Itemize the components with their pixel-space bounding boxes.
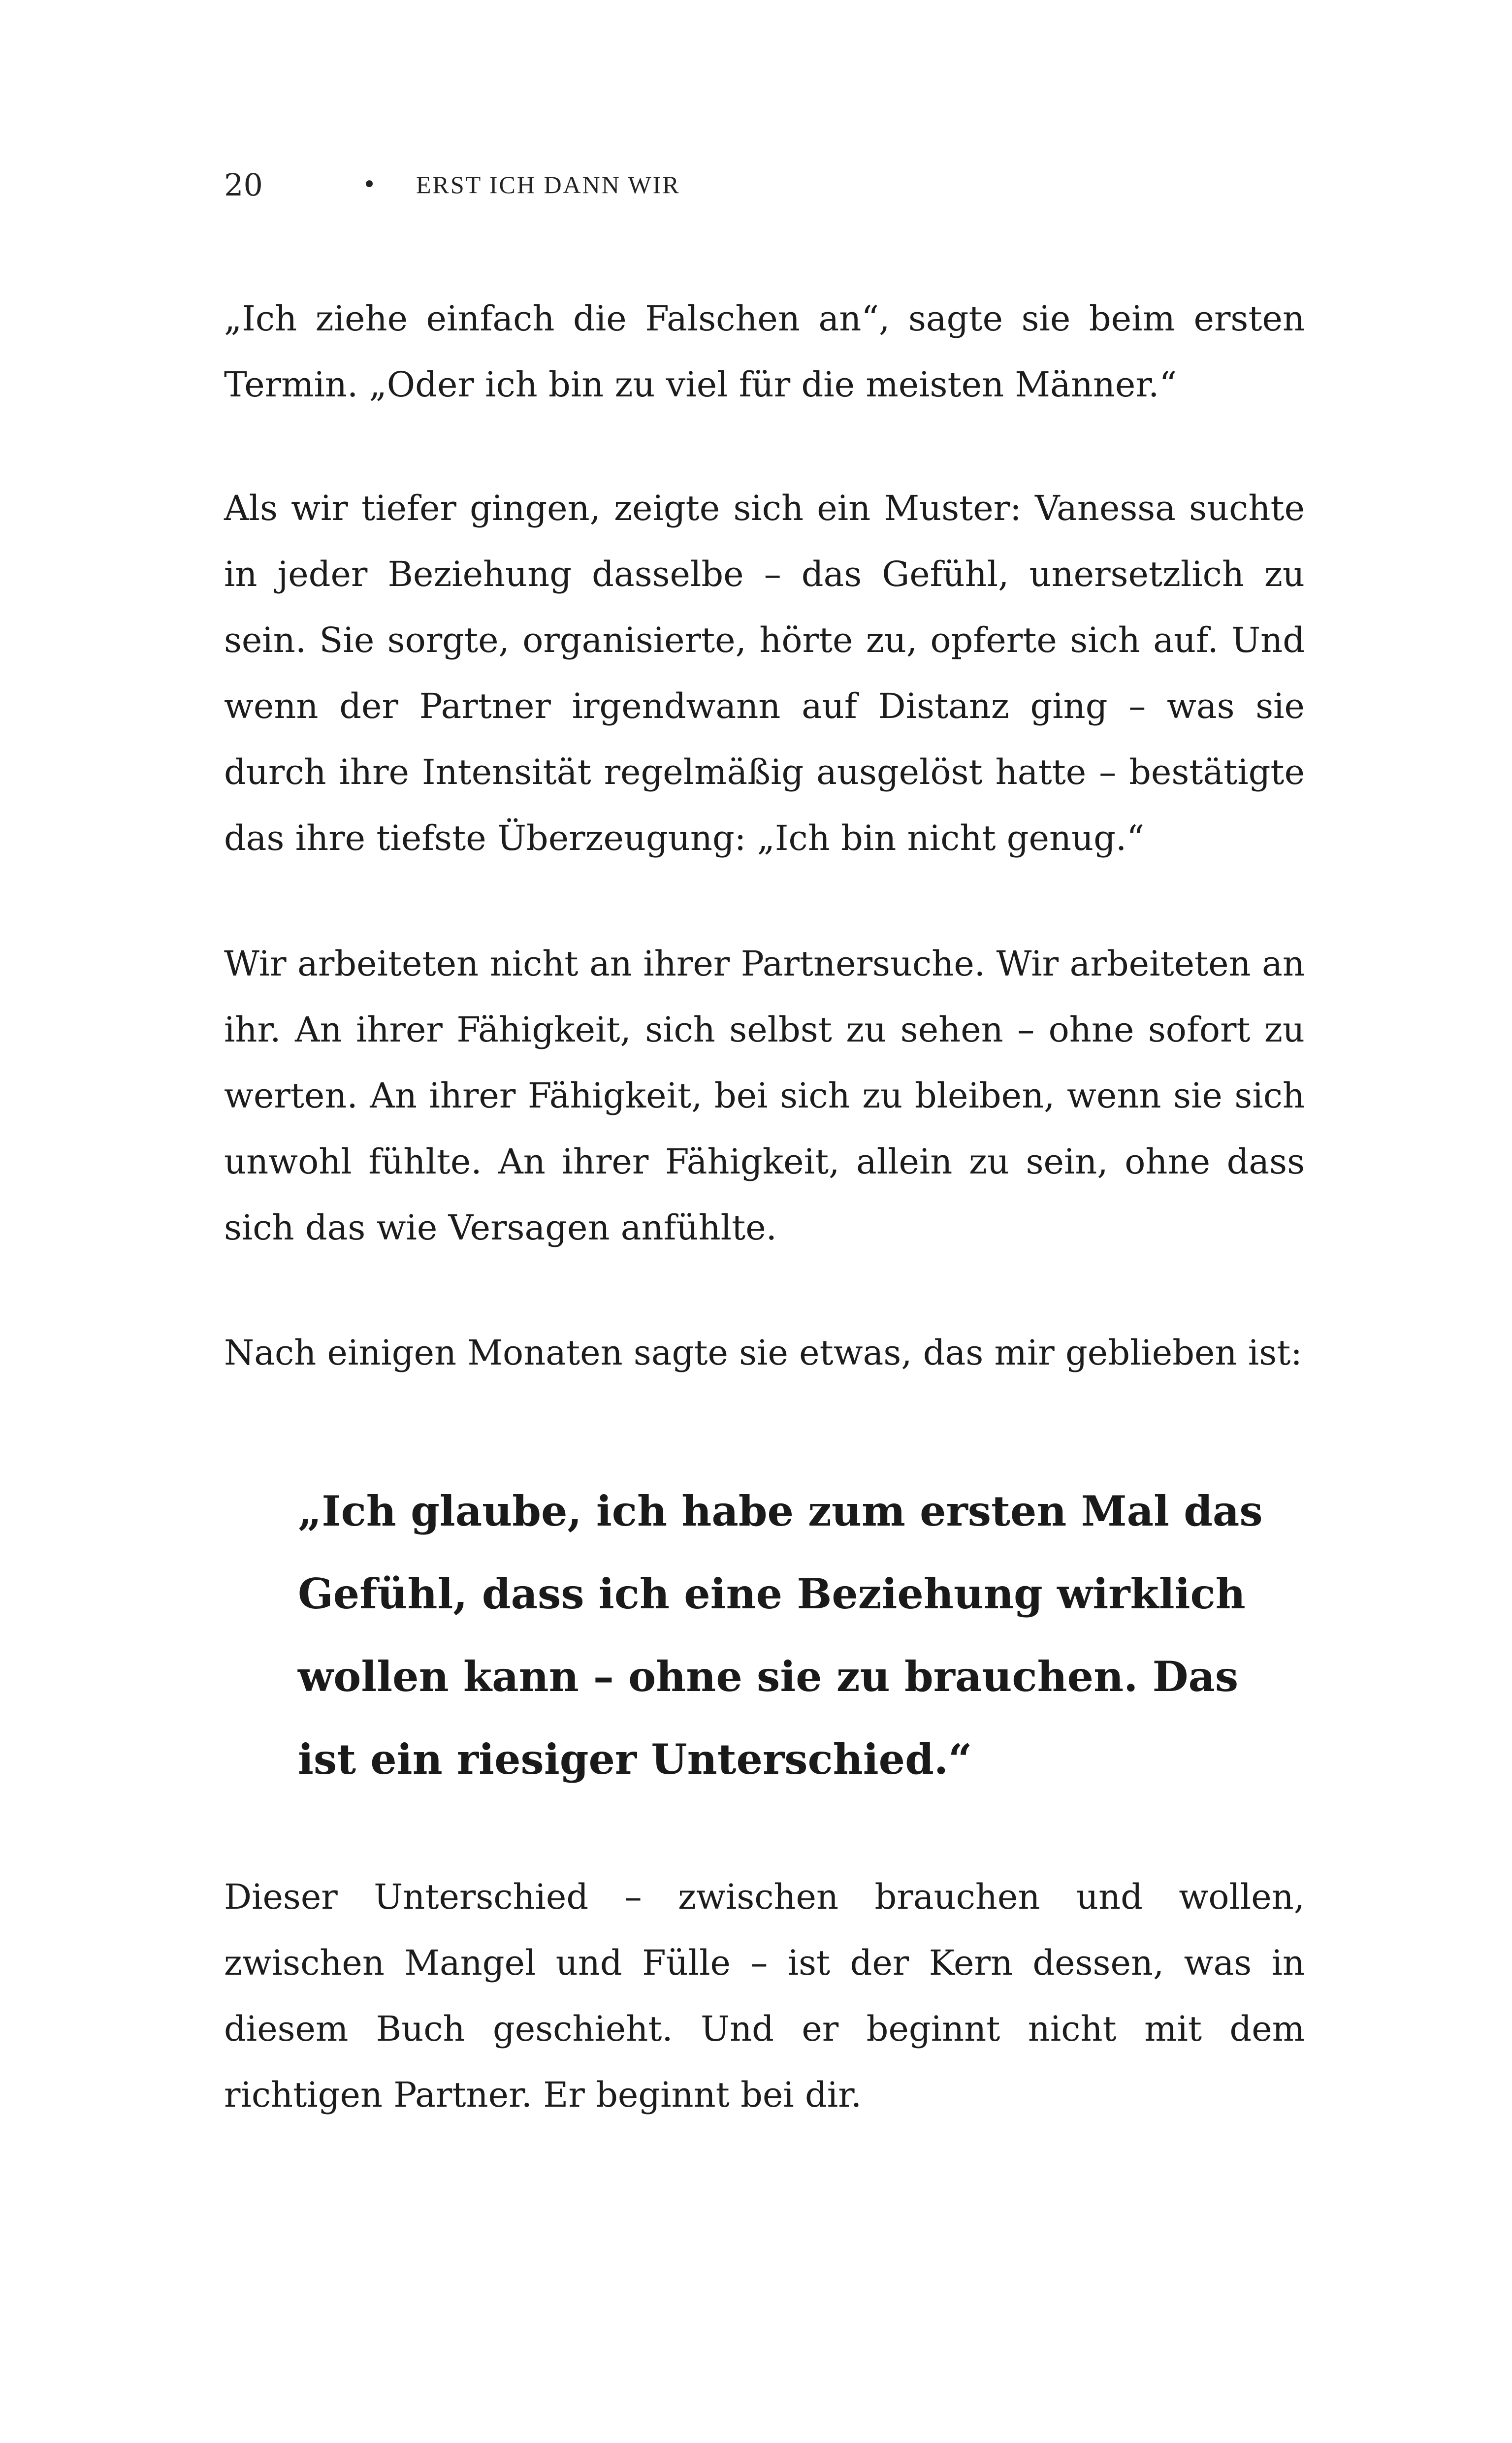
paragraph-5: Dieser Unterschied – zwischen brauchen und wollen, zwischen Mangel und Fülle – ist der Kern dessen, was in diesem Buch geschieht. Und er beginnt nicht mit dem richtigen Partner. Er beginnt bei dir.	[224, 1877, 1305, 2115]
paragraph-4: Nach einigen Monaten sagte sie etwas, das mir geblieben ist:	[224, 1333, 1302, 1373]
paragraph-2: Als wir tiefer gingen, zeigte sich ein Muster: Vanessa suchte in jeder Beziehung dasselbe – das Gefühl, unersetzlich zu sein. Sie sorgte, organisierte, hörte zu, opferte sich auf. Und wenn der Partner irgendwann auf Distanz ging – was sie durch ihre Intensität regelmäßig ausgelöst hatte – bestätigte das ihre tiefste Überzeugung: „Ich bin nicht genug.“	[224, 488, 1305, 858]
page-number: 20	[224, 166, 263, 203]
running-head	[224, 163, 1307, 207]
pull-quote: „Ich glaube, ich habe zum ersten Mal das Gefühl, dass ich eine Beziehung wirklich wollen kann – ohne sie zu brauchen. Das ist ein riesiger Unterschied.“	[298, 1487, 1263, 1784]
paragraph-1: „Ich ziehe einfach die Falschen an“, sagte sie beim ersten Termin. „Oder ich bin zu viel für die meisten Männer.“	[224, 298, 1305, 405]
header-separator: •	[362, 171, 377, 198]
paragraph-3: Wir arbeiteten nicht an ihrer Partnersuche. Wir arbeiteten an ihr. An ihrer Fähigkeit, sich selbst zu sehen – ohne sofort zu werten. An ihrer Fähigkeit, bei sich zu bleiben, wenn sie sich unwohl fühlte. An ihrer Fähigkeit, allein zu sein, ohne dass sich das wie Versagen anfühlte.	[224, 944, 1305, 1248]
book-title: ERST ICH DANN WIR	[416, 171, 680, 198]
